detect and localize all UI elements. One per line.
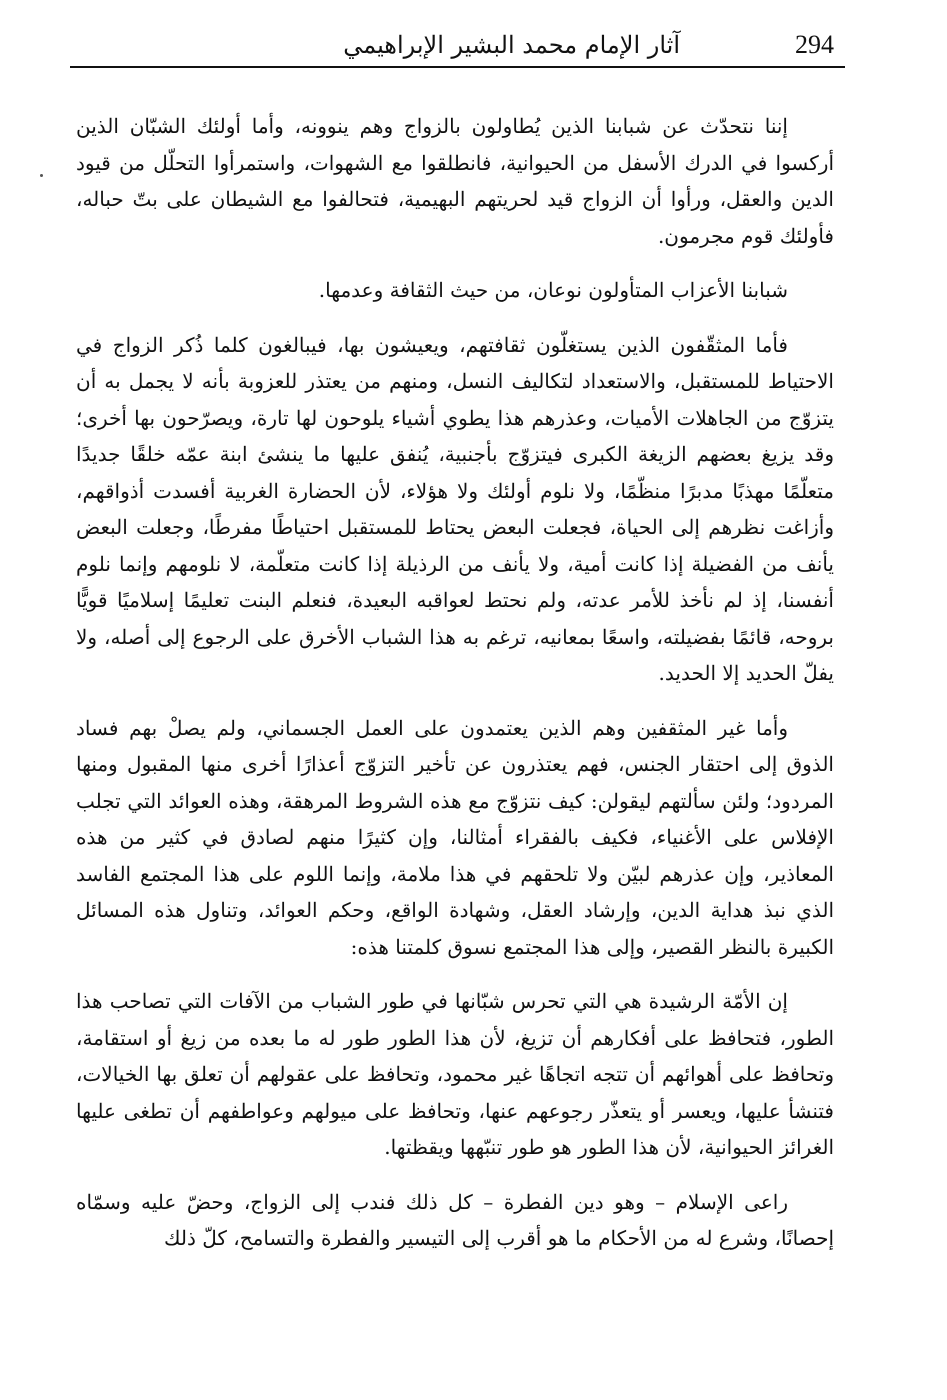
paragraph-4: وأما غير المثقفين وهم الذين يعتمدون على العمل الجسماني، ولم يصلْ بهم فساد الذوق إلى احتقار الجنس، فهم يعتذرون عن تأخير التزوّج أعذارًا أخرى منها المقبول ومنها المردود؛ ولئن سألتهم ليقولن: كيف نتزوّج مع هذه الشروط المرهقة، وهذه العوائد التي تجلب الإفلاس على الأغنياء، فكيف بالفقراء أمثالنا، وإن كثيرًا منهم لصادق في كثير من هذه المعاذير، وإن عذرهم لبيّن ولا تلحقهم في هذا ملامة، وإنما اللوم على هذا المجتمع الفاسد الذي نبذ هداية الدين، وإرشاد العقل، وشهادة الواقع، وحكم العوائد، وتناول هذه المسائل الكبيرة بالنظر القصير، وإلى هذا المجتمع نسوق كلمتنا هذه: — [76, 715, 834, 959]
header-rule — [70, 66, 845, 68]
running-title: آثار الإمام محمد البشير الإبراهيمي — [343, 31, 680, 59]
paragraph-6: راعى الإسلام – وهو دين الفطرة – كل ذلك فندب إلى الزواج، وحضّ عليه وسمّاه إحصانًا، وشرع له من الأحكام ما هو أقرب إلى التيسير والفطرة والتسامح، كلّ ذلك — [76, 1189, 834, 1250]
paragraph-3: فأما المثقّفون الذين يستغلّون ثقافتهم، ويعيشون بها، فيبالغون كلما ذُكر الزواج في الاحتياط للمستقبل، والاستعداد لتكاليف النسل، ومنهم من يعتذر للعزوبة بأنه لا يجمل به أن يتزوّج من الجاهلات الأميات، وعذرهم هذا يطوي أشياء يلوحون لها تارة، ويصرّحون بها أخرى؛ وقد يزيغ بعضهم الزيغة الكبرى فيتزوّج بأجنبية، يُنفق عليها ما ينشئ ابنة عمّه خلقًا جديدًا متعلّمًا مهذبًا مدبرًا منظّمًا، ولا نلوم أولئك ولا هؤلاء، لأن الحضارة الغربية أفسدت أذواقهم، وأزاغت نظرهم إلى الحياة، فجعلت البعض يحتاط للمستقبل احتياطًا مفرطًا، وجعلت البعض يأنف من الفضيلة إذا كانت أمية، ولا يأنف من الرذيلة إذا كانت متعلّمة، لا نلومهم وإنما نلوم أنفسنا، إذ لم نأخذ للأمر عدته، ولم نحتط لعواقبه البعيدة، فنعلم البنت تعليمًا إسلاميًا قويًّا بروحه، قائمًا بفضيلته، واسعًا بمعانيه، ترغم به هذا الشباب الأخرق على الرجوع إلى أصله، ولا يفلّ الحديد إلا الحديد. — [76, 332, 834, 685]
paragraph-5: إن الأمّة الرشيدة هي التي تحرس شبّانها في طور الشباب من الآفات التي تصاحب هذا الطور، فتحافظ على أفكارهم أن تزيغ، لأن هذا الطور طور له ما بعده من زيغ أو استقامة، وتحافظ على أهوائهم أن تتجه اتجاهًا غير محمود، وتحافظ على عقولهم أن تعلق بها الخيالات، فتنشأ عليها، ويعسر أو يتعذّر رجوعهم عنها، وتحافظ على ميولهم وعواطفهم أن تطغى عليها الغرائز الحيوانية، لأن هذا الطور هو طور تنبّهها ويقظتها. — [76, 989, 834, 1159]
paragraph-1: إننا نتحدّث عن شبابنا الذين يُطاولون بالزواج وهم ينوونه، وأما أولئك الشبّان الذين أركسوا في الدرك الأسفل من الحيوانية، فانطلقوا مع الشهوات، واستمرأوا التحلّل من قيود الدين والعقل، ورأوا أن الزواج قيد لحريتهم البهيمية، فتحالفوا مع الشيطان على بتّ حباله، فأولئك قوم مجرمون. — [76, 114, 834, 248]
margin-speck — [40, 174, 43, 177]
body-text — [76, 108, 834, 1275]
page-header — [70, 22, 845, 68]
paragraph-2: شبابنا الأعزاب المتأولون نوعان، من حيث الثقافة وعدمها. — [318, 278, 788, 302]
page-number: 294 — [795, 30, 834, 59]
